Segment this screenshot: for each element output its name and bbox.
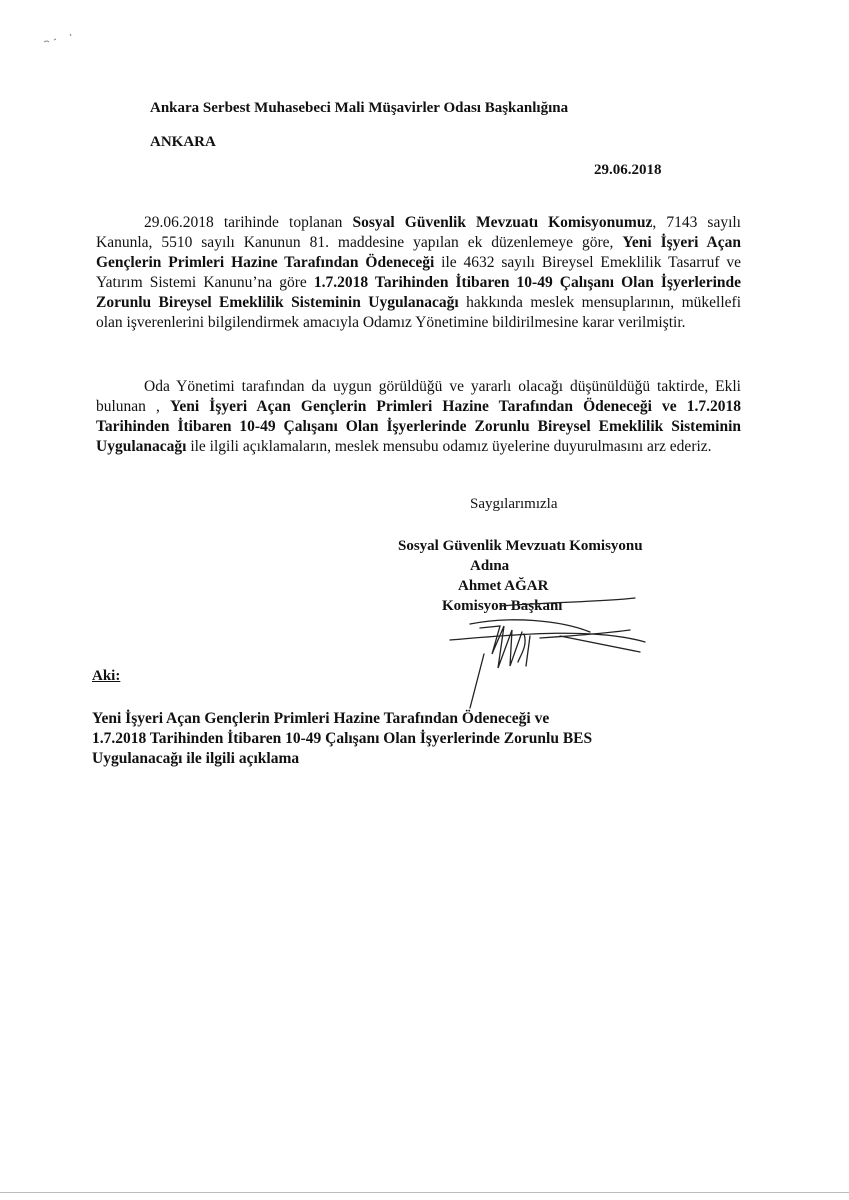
signer-name: Ahmet AĞAR: [458, 578, 549, 594]
p1-text-1: 29.06.2018 tarihinde toplanan: [144, 214, 353, 231]
body-paragraph-2: [96, 377, 741, 457]
handwritten-signature: [440, 596, 660, 716]
addressee: Ankara Serbest Muhasebeci Mali Müşavirler Odası Başkanlığına: [150, 100, 569, 116]
body-paragraph-1: [96, 213, 741, 333]
p2-text-1: Oda Yönetimi tarafından da uygun görüldüğü ve yararlı olacağı düşünüldüğü taktirde, Ekli bulunan ,: [96, 378, 741, 415]
closing-salutation: Saygılarımızla: [470, 496, 558, 512]
letter-date: 29.06.2018: [594, 162, 662, 178]
p1-text-2: , 7143 sayılı Kanunla, 5510 sayılı Kanunun 81. maddesine yapılan ek düzenlemeye göre,: [96, 214, 741, 251]
p1-text-3: ile 4632 sayılı Bireysel Emeklilik Tasarruf ve Yatırım Sistemi Kanunu’na göre: [96, 254, 741, 291]
p1-bold-1: Sosyal Güvenlik Mevzuatı Komisyonumuz: [352, 214, 653, 231]
signer-title: Komisyon Başkanı: [442, 598, 563, 614]
attachment-line-2: 1.7.2018 Tarihinden İtibaren 10-49 Çalışanı Olan İşyerlerinde Zorunlu BES: [92, 730, 593, 747]
attachment-line-3: Uygulanacağı ile ilgili açıklama: [92, 750, 300, 767]
city: ANKARA: [150, 134, 216, 150]
signer-committee: Sosyal Güvenlik Mevzuatı Komisyonu: [398, 538, 643, 554]
p1-bold-2: Yeni İşyeri Açan Gençlerin Primleri Hazine Tarafından Ödeneceği: [96, 234, 741, 271]
p2-bold-1: Yeni İşyeri Açan Gençlerin Primleri Hazine Tarafından Ödeneceği ve 1.7.2018 Tarihinden İtibaren 10-49 Çalışanı Olan İşyerlerinde Zorunlu Bireysel Emeklilik Sisteminin Uygulanacağı: [96, 398, 741, 455]
p1-text-4: hakkında meslek mensuplarının, mükellefi olan işverenlerini bilgilendirmek amacıyla Odamız Yönetimine bildirilmesine karar verilmiştir.: [96, 294, 741, 331]
attachment-line-1: Yeni İşyeri Açan Gençlerin Primleri Hazine Tarafından Ödeneceği ve: [92, 710, 550, 727]
p1-bold-3: 1.7.2018 Tarihinden İtibaren 10-49 Çalışanı Olan İşyerlerinde Zorunlu Bireysel Emeklilik Sisteminin Uygulanacağı: [96, 274, 742, 311]
scan-edge-line: [0, 1192, 849, 1193]
p2-text-2: ile ilgili açıklamaların, meslek mensubu odamız üyelerine duyurulmasını arz ederiz.: [186, 438, 712, 455]
attachment-description: [92, 709, 692, 769]
attachment-label: Aki:: [92, 668, 121, 684]
scan-speck-mark: [40, 30, 80, 50]
signer-on-behalf: Adına: [470, 558, 510, 574]
